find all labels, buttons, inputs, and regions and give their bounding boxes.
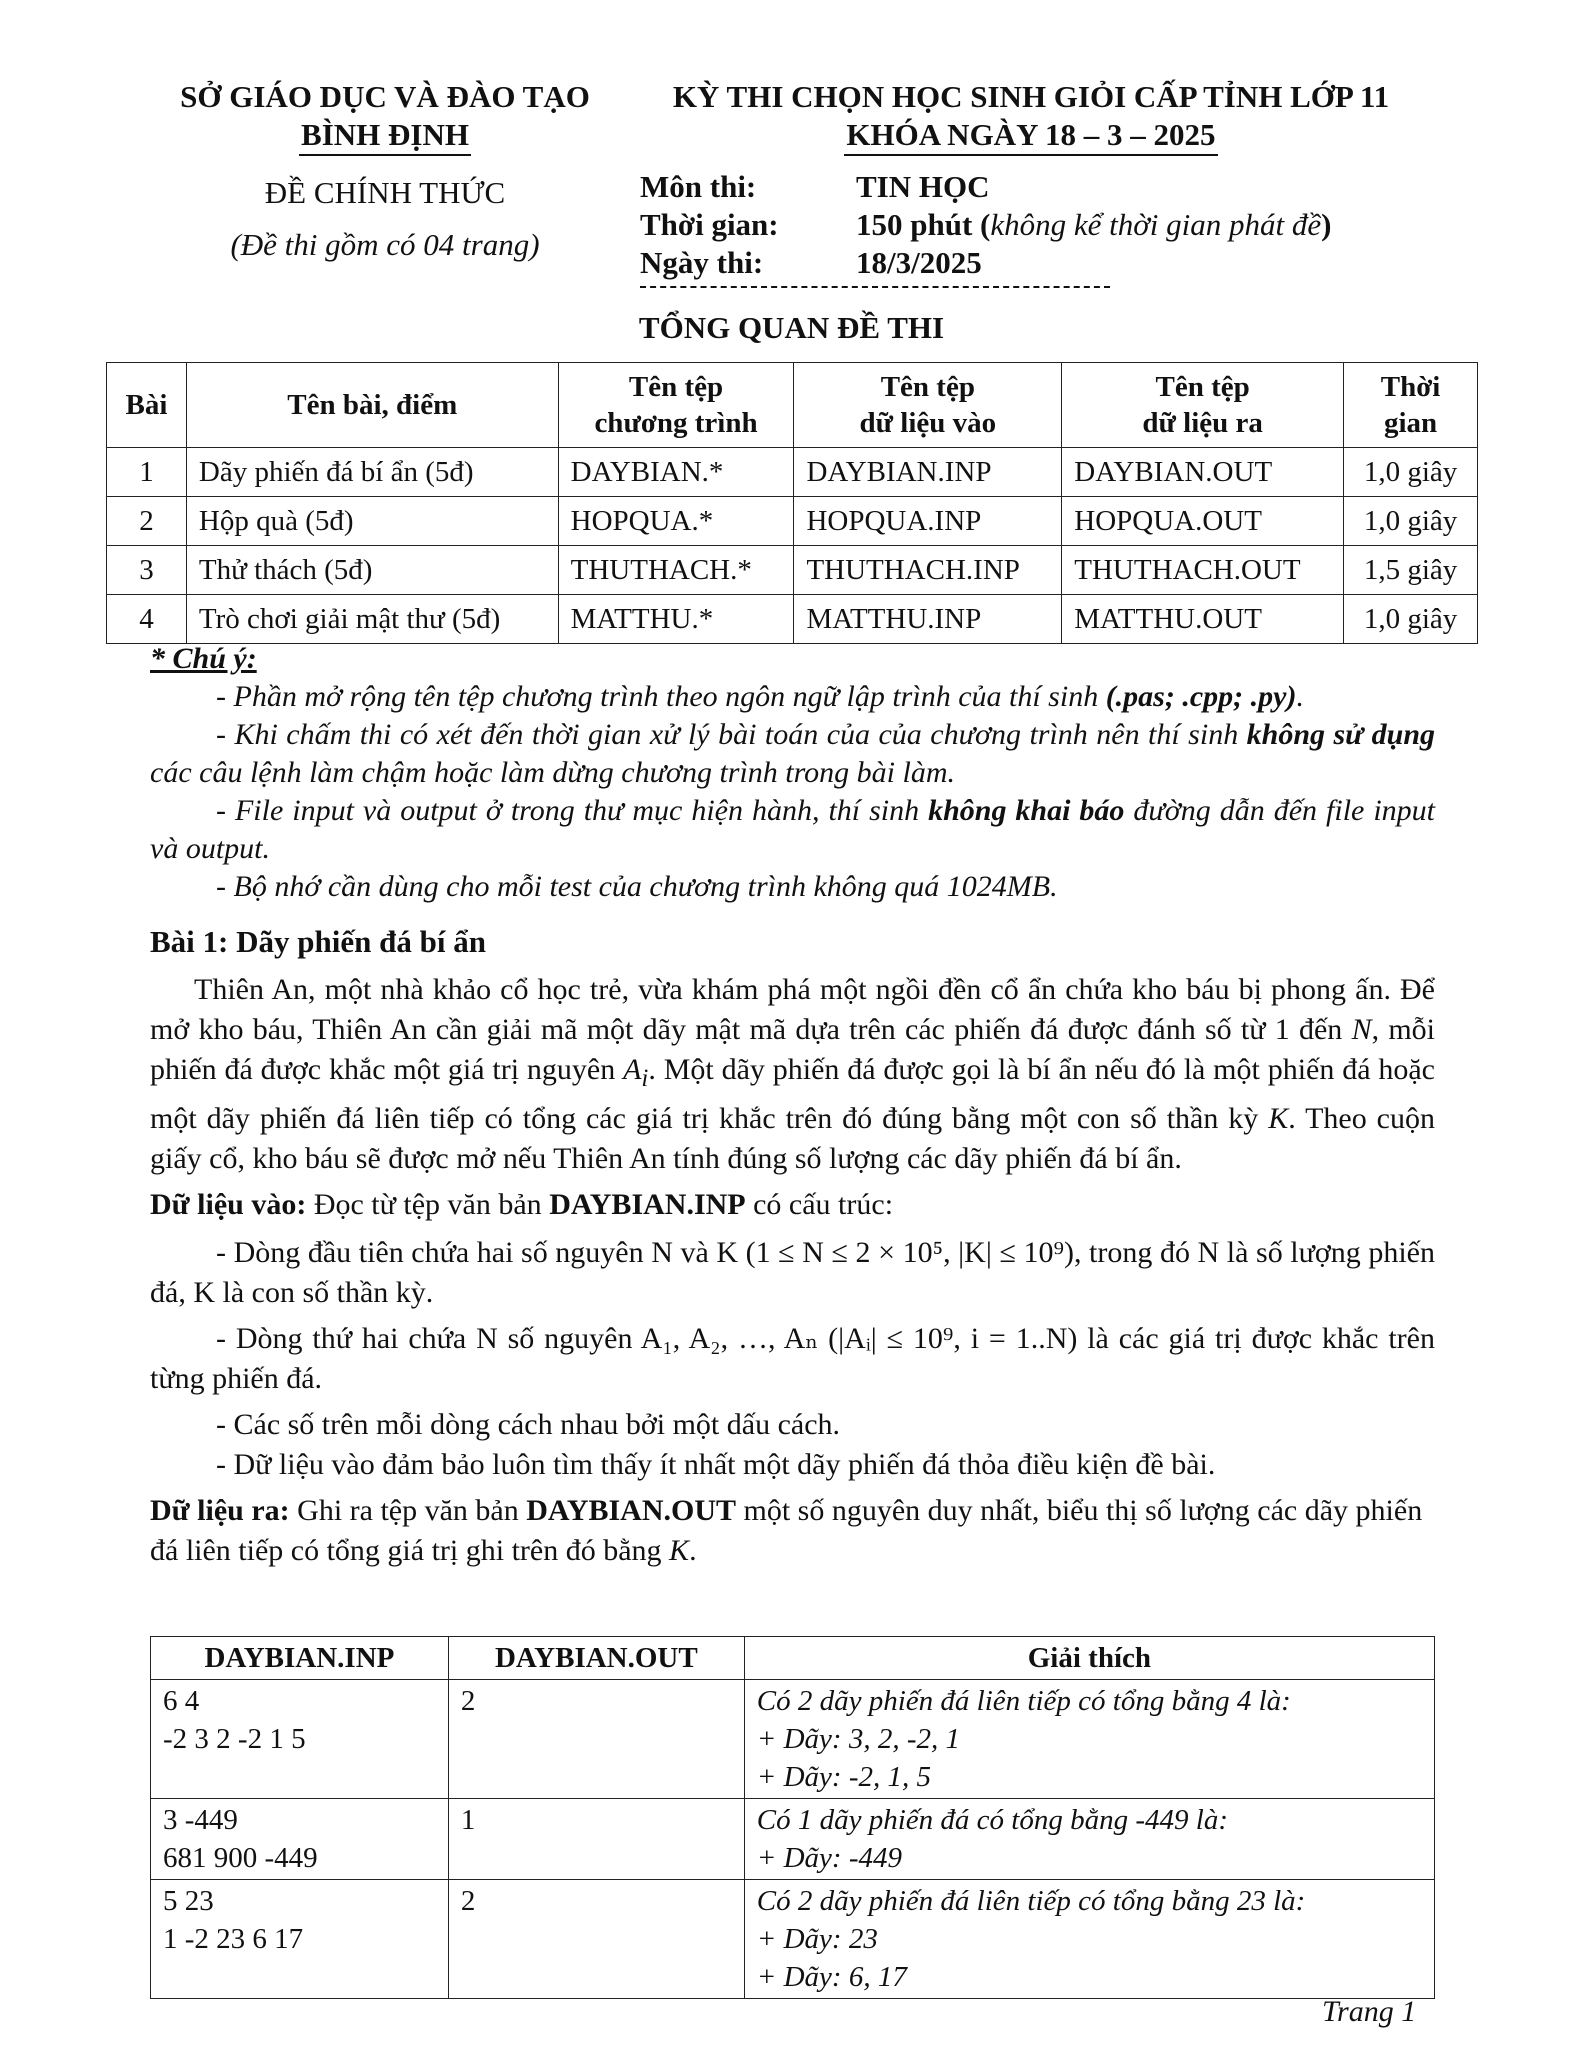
examples-table [150,1636,1435,1999]
input-line-2: - Dòng thứ hai chứa N số nguyên A₁, A₂, …, Aₙ (|Aᵢ| ≤ 10⁹, i = 1..N) là các giá trị được khắc trên từng phiến đá. [150,1322,1435,1395]
subject-value: TIN HỌC [856,169,990,204]
department-name: SỞ GIÁO DỤC VÀ ĐÀO TẠO [180,79,590,114]
example-explanation: Có 2 dãy phiến đá liên tiếp có tổng bằng 23 là: + Dãy: 23 + Dãy: 6, 17 [744,1880,1434,1999]
example-explanation: Có 2 dãy phiến đá liên tiếp có tổng bằng 4 là: + Dãy: 3, 2, -2, 1 + Dãy: -2, 1, 5 [744,1680,1434,1799]
overview-cell: Dãy phiến đá bí ẩn (5đ) [186,448,558,497]
example-input: 5 23 1 -2 23 6 17 [151,1880,449,1999]
overview-header-cell: Thời gian [1344,363,1478,448]
note-file-path: - File input và output ở trong thư mục hiện hành, thí sinh không khai báo đường dẫn đến file input và output. [150,794,1435,865]
overview-cell: 1,0 giây [1344,497,1478,546]
overview-cell: 1,0 giây [1344,448,1478,497]
date-label: Ngày thi: [640,245,764,280]
examples-header-row [151,1637,1435,1680]
overview-cell: 2 [107,497,187,546]
example-row [151,1799,1435,1880]
time-row [640,206,1332,244]
overview-cell: Hộp quà (5đ) [186,497,558,546]
overview-header-cell: Tên tệp chương trình [558,363,794,448]
overview-cell: DAYBIAN.* [558,448,794,497]
example-explanation: Có 1 dãy phiến đá có tổng bằng -449 là: + Dãy: -449 [744,1799,1434,1880]
note-timing: - Khi chấm thi có xét đến thời gian xử lý bài toán của của chương trình nên thí sinh không sử dụng các câu lệnh làm chậm hoặc làm dừng chương trình trong bài làm. [150,718,1435,789]
date-value: 18/3/2025 [856,245,982,280]
note-extension: - Phần mở rộng tên tệp chương trình theo ngôn ngữ lập trình của thí sinh (.pas; .cpp; .py). [216,680,1304,713]
overview-row [107,546,1478,595]
date-row [640,244,1332,282]
overview-row [107,448,1478,497]
overview-row [107,595,1478,644]
overview-cell: HOPQUA.* [558,497,794,546]
overview-title: TỔNG QUAN ĐỀ THI [638,310,945,345]
overview-cell: DAYBIAN.OUT [1062,448,1344,497]
pages-note: (Đề thi gồm có 04 trang) [230,227,540,262]
examples-body [151,1680,1435,1999]
examples-header-cell: DAYBIAN.OUT [448,1637,744,1680]
example-row [151,1880,1435,1999]
notes-title: * Chú ý: [150,642,257,675]
overview-cell: MATTHU.OUT [1062,595,1344,644]
overview-cell: 1 [107,448,187,497]
overview-cell: THUTHACH.* [558,546,794,595]
overview-body [107,448,1478,644]
overview-cell: HOPQUA.INP [794,497,1062,546]
page-number: Trang 1 [1322,1995,1417,2028]
input-spec-heading: Dữ liệu vào: Đọc từ tệp văn bản DAYBIAN.INP có cấu trúc: [150,1188,894,1221]
overview-cell: DAYBIAN.INP [794,448,1062,497]
example-output: 1 [448,1799,744,1880]
problem-1 [150,922,1435,1579]
time-value: 150 phút (không kể thời gian phát đề) [856,207,1332,242]
overview-header-cell: Tên tệp dữ liệu vào [794,363,1062,448]
subject-label: Môn thi: [640,169,757,204]
example-input: 3 -449 681 900 -449 [151,1799,449,1880]
header-right [636,78,1436,156]
input-line-3: - Các số trên mỗi dòng cách nhau bởi một dấu cách. [216,1408,841,1441]
overview-cell: MATTHU.* [558,595,794,644]
overview-table [106,362,1478,644]
example-output: 2 [448,1880,744,1999]
overview-header-cell: Bài [107,363,187,448]
overview-cell: THUTHACH.INP [794,546,1062,595]
problem-title: Bài 1: Dãy phiến đá bí ẩn [150,924,486,959]
exam-date: KHÓA NGÀY 18 – 3 – 2025 [844,116,1217,156]
overview-cell: MATTHU.INP [794,595,1062,644]
example-row [151,1680,1435,1799]
time-note: không kể thời gian phát đề [990,207,1322,242]
overview-cell: 1,5 giây [1344,546,1478,595]
example-output: 2 [448,1680,744,1799]
overview-header-cell: Tên bài, điểm [186,363,558,448]
dashed-divider [640,286,1110,288]
problem-story: Thiên An, một nhà khảo cổ học trẻ, vừa khám phá một ngồi đền cổ ẩn chứa kho báu bị phong ấn. Để mở kho báu, Thiên An cần giải mã một dãy mật mã dựa trên các phiến đá được đánh số từ 1 đến N, mỗi phiến đá được khắc một giá trị nguyên $A_i$. Một dãy phiến đá được gọi là bí ẩn nếu đó là một phiến đá hoặc một dãy phiến đá liên tiếp có tổng các giá trị khắc trên đó đúng bằng một con số thần kỳ K. Theo cuộn giấy cổ, kho báu sẽ được mở nếu Thiên An tính đúng số lượng các dãy phiến đá bí ẩn. [150,973,1435,1175]
province-name: BÌNH ĐỊNH [299,116,471,156]
note-memory: - Bộ nhớ cần dùng cho mỗi test của chương trình không quá 1024MB. [216,870,1058,903]
header-left [160,78,610,264]
examples-header-cell: DAYBIAN.INP [151,1637,449,1680]
overview-header-row [107,363,1478,448]
exam-meta [640,168,1332,282]
overview-cell: THUTHACH.OUT [1062,546,1344,595]
overview-cell: 4 [107,595,187,644]
exam-title: KỲ THI CHỌN HỌC SINH GIỎI CẤP TỈNH LỚP 11 [672,79,1390,114]
overview-cell: HOPQUA.OUT [1062,497,1344,546]
input-line-1: - Dòng đầu tiên chứa hai số nguyên N và K (1 ≤ N ≤ 2 × 10⁵, |K| ≤ 10⁹), trong đó N là số lượng phiến đá, K là con số thần kỳ. [150,1236,1435,1309]
notes-section [150,640,1435,906]
input-line-4: - Dữ liệu vào đảm bảo luôn tìm thấy ít nhất một dãy phiến đá thỏa điều kiện đề bài. [216,1448,1216,1481]
overview-header-cell: Tên tệp dữ liệu ra [1062,363,1344,448]
overview-cell: Thử thách (5đ) [186,546,558,595]
overview-row [107,497,1478,546]
time-label: Thời gian: [640,207,779,242]
overview-cell: Trò chơi giải mật thư (5đ) [186,595,558,644]
examples-header-cell: Giải thích [744,1637,1434,1680]
subject-row [640,168,1332,206]
official-label: ĐỀ CHÍNH THỨC [264,175,506,210]
output-spec: Dữ liệu ra: Ghi ra tệp văn bản DAYBIAN.OUT một số nguyên duy nhất, biểu thị số lượng các dãy phiến đá liên tiếp có tổng giá trị ghi trên đó bằng K. [150,1494,1423,1567]
overview-cell: 1,0 giây [1344,595,1478,644]
example-input: 6 4 -2 3 2 -2 1 5 [151,1680,449,1799]
overview-cell: 3 [107,546,187,595]
